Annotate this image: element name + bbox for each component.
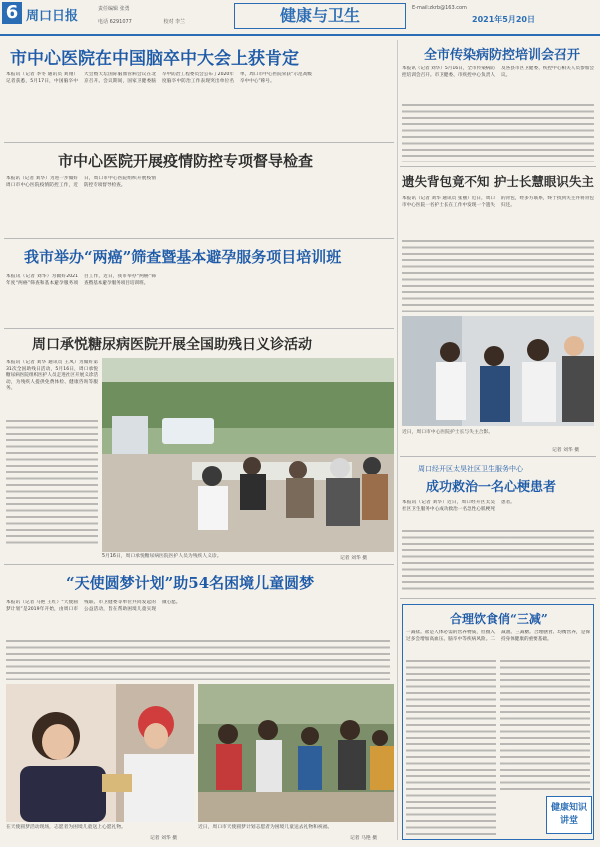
article-1-title: 市中心医院在中国脑卒中大会上获肯定 xyxy=(10,49,299,69)
badge-line-1: 健康知识 xyxy=(550,803,587,813)
article-4-body-continued xyxy=(6,420,98,546)
editor-line: 责任编辑 张勇 xyxy=(98,6,130,12)
right-article-2-body: 本报讯（记者 刘华 通讯员 张丽）近日，周口市中心医院一名护士长在工作中发现一个遗失的背包，经多方联系，终于找到失主并将背包归还。 xyxy=(402,196,594,208)
children-photo-right xyxy=(198,684,394,822)
volunteer-clinic-photo xyxy=(102,358,394,552)
nurse-illustration xyxy=(402,316,594,426)
article-4-title: 周口承悦糖尿病医院开展全国助残日义诊活动 xyxy=(32,337,312,353)
article-2-title: 市中心医院开展疫情防控专项督导检查 xyxy=(58,152,314,170)
right-article-1-body-continued xyxy=(402,104,594,162)
section-title: 健康与卫生 xyxy=(234,3,406,29)
right-article-4-title: 合理饮食俏“三减” xyxy=(450,612,548,626)
right-article-2-caption: 近日，周口市中心医院护士长与失主合影。 xyxy=(402,430,494,435)
children-photo-left xyxy=(6,684,194,822)
right-article-2-title: 遗失背包竟不知 护士长慧眼识失主 xyxy=(402,174,594,189)
page-header xyxy=(0,0,600,36)
divider xyxy=(400,456,596,457)
badge-line-2: 讲堂 xyxy=(559,816,578,826)
children-right-illustration xyxy=(198,684,394,822)
email: E-mail:zkrb@163.com xyxy=(412,5,467,11)
article-4-body: 本报讯（记者 刘华 通讯员 王凤）为做好第31次全国助残日活动，5月16日，周口承悦糖尿病医院组织医护人员走进社区开展义诊活动，为残疾人提供免费体检、健康咨询等服务。 xyxy=(6,360,98,392)
right-article-3-body-continued xyxy=(402,530,594,592)
divider xyxy=(4,328,394,329)
hotline xyxy=(98,18,215,25)
right-article-3-body: 本报讯（记者 刘华）近日，周口经开区太昊社区卫生服务中心成功救治一名急性心肌梗死患者。 xyxy=(402,500,515,512)
right-article-2-credit: 记者 刘华 摄 xyxy=(552,448,580,453)
right-article-1-body: 本报讯（记者 刘华）5月16日，全市传染病防控培训会召开。市卫健委、市疾控中心负责人及各县市区卫健委、疾控中心相关人员参加会议。 xyxy=(402,66,594,78)
article-5-title: “天使圆梦计划”助54名困境儿童圆梦 xyxy=(66,574,315,592)
right-article-1-title: 全市传染病防控培训会召开 xyxy=(424,48,581,63)
health-lecture-badge xyxy=(546,796,592,834)
page-number: 6 xyxy=(2,2,22,24)
article-3-body: 本报讯（记者 刘华）为做好2021年度“两癌”筛查和基本避孕服务项目工作，近日，我市举办“两癌”筛查暨基本避孕服务项目培训班。 xyxy=(6,274,156,286)
issue-date: 2021年5月20日 xyxy=(472,15,535,24)
article-4-credit: 记者 刘华 摄 xyxy=(340,556,368,561)
right-article-4-body: 一减盐。盐是人体必需的营养物质，但摄入过多会增加高血压、脑卒中等疾病风险。二减油。三减糖。合理膳食、均衡营养，是保持身体健康的重要基础。 xyxy=(406,630,590,642)
article-5-right-credit: 记者 马艳 摄 xyxy=(350,836,378,841)
divider xyxy=(400,166,596,167)
volunteer-clinic-illustration xyxy=(102,358,394,552)
divider xyxy=(4,142,394,143)
right-article-4-body-continued xyxy=(406,660,496,836)
hotline-proof: 校对 李兰 xyxy=(163,19,186,25)
hotline-phone: 电话 6291077 xyxy=(98,19,132,25)
divider xyxy=(4,238,394,239)
right-article-3-title: 成功救治一名心梗患者 xyxy=(426,480,557,495)
article-3-title: 我市举办“两癌”筛查暨基本避孕服务项目培训班 xyxy=(24,248,342,266)
divider xyxy=(4,564,394,565)
right-article-4-body-continued xyxy=(500,660,590,790)
divider xyxy=(400,598,596,599)
article-4-caption: 5月16日，周口承悦糖尿病医院医护人员为残疾人义诊。 xyxy=(102,554,222,559)
article-2-body: 本报讯（记者 刘华）为进一步做好周口市中心医院疫情防控工作，近日，周口市中心医院组织开展疫情防控专项督导检查。 xyxy=(6,176,156,188)
right-article-2-body-continued xyxy=(402,240,594,312)
article-5-body: 本报讯（记者 马艳 王红）“天使圆梦计划”是2019年开始，由周口市残联、市卫健委等单位共同发起的公益活动，旨在帮助困境儿童实现微心愿。 xyxy=(6,600,181,612)
article-1-body: 本报讯（记者 李冬 通讯员 刘翔）记者获悉，5月17日，中国脑卒中大会暨天坛国际脑血管病会议在北京召开。会议期间，国家卫健委脑卒中防治工程委员会公布了2020年度脑卒中防治工作表现突出单位名单，周口市中心医院荣获“示范高级卒中中心”称号。 xyxy=(6,72,312,84)
nurse-photo xyxy=(402,316,594,426)
right-article-3-kicker: 周口经开区太昊社区卫生服务中心 xyxy=(418,465,523,473)
paper-name: 周口日报 xyxy=(26,9,79,24)
article-5-right-caption: 近日，周口市天使圆梦计划志愿者为困境儿童送去礼物和祝福。 xyxy=(198,825,333,830)
column-divider xyxy=(397,40,398,840)
article-5-left-caption: 在天使圆梦活动现场，志愿者为困境儿童送上心愿礼物。 xyxy=(6,825,126,830)
article-5-left-credit: 记者 刘华 摄 xyxy=(150,836,178,841)
article-5-body-continued xyxy=(6,640,390,680)
children-left-illustration xyxy=(6,684,194,822)
